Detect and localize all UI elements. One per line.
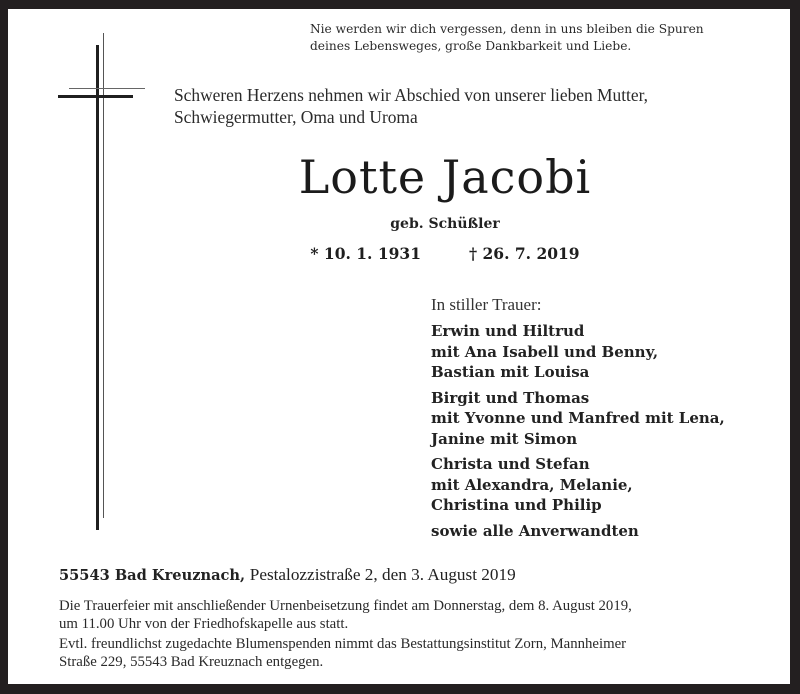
family-group: [431, 521, 725, 542]
place-address-date: Pestalozzistraße 2, den 3. August 2019: [249, 565, 516, 584]
life-dates: [8, 244, 790, 263]
place-city: 55543 Bad Kreuznach,: [59, 567, 246, 584]
family-line: sowie alle Anverwandten: [431, 521, 639, 540]
note-line: Die Trauerfeier mit anschließender Urnenbeisetzung findet am Donnerstag, dem 8. August 2019,: [59, 598, 632, 614]
motto-line: deines Lebensweges, große Dankbarkeit und Liebe.: [310, 39, 632, 53]
family-line: mit Ana Isabell und Benny,: [431, 342, 659, 361]
place-and-date: [59, 565, 516, 586]
family-line: Bastian mit Louisa: [431, 363, 590, 381]
intro-text: [174, 84, 648, 128]
birth-name: geb. Schüßler: [390, 216, 500, 232]
family-group: [431, 321, 725, 383]
mourners-list: [431, 294, 725, 541]
family-line: Christa und Stefan: [431, 455, 590, 473]
cross-vertical-bar: [96, 45, 99, 530]
deceased-name: Lotte Jacobi: [298, 150, 592, 204]
birth-date: * 10. 1. 1931: [310, 244, 421, 263]
family-line: mit Yvonne und Manfred mit Lena,: [431, 409, 725, 427]
note-line: um 11.00 Uhr von der Friedhofskapelle aus statt.: [59, 615, 349, 632]
obituary-notice: [8, 9, 790, 684]
family-group: [431, 388, 725, 450]
family-line: Birgit und Thomas: [431, 388, 590, 407]
family-group: [431, 454, 725, 516]
cross-horizontal-bar: [58, 95, 133, 98]
intro-line: Schweren Herzens nehmen wir Abschied von unserer lieben Mutter,: [174, 85, 649, 105]
family-line: Christina und Philip: [431, 496, 602, 514]
family-line: Erwin und Hiltrud: [431, 322, 585, 340]
note-line: Evtl. freundlichst zugedachte Blumenspenden nimmt das Bestattungsinstitut Zorn, Mannheimer: [59, 636, 627, 652]
intro-line: Schwiegermutter, Oma und Uroma: [174, 107, 418, 127]
family-line: mit Alexandra, Melanie,: [431, 475, 633, 494]
cross-horizontal-shadow: [69, 88, 145, 89]
flowers-note: [59, 636, 632, 671]
motto-quote: [310, 21, 704, 55]
mourners-lead: In stiller Trauer:: [431, 295, 542, 314]
funeral-notes: [59, 598, 632, 674]
funeral-note: [59, 598, 632, 633]
cross-vertical-shadow: [103, 33, 104, 518]
family-line: Janine mit Simon: [431, 429, 578, 448]
death-date: † 26. 7. 2019: [469, 244, 580, 263]
motto-line: Nie werden wir dich vergessen, denn in uns bleiben die Spuren: [310, 22, 704, 36]
note-line: Straße 229, 55543 Bad Kreuznach entgegen.: [59, 653, 324, 670]
